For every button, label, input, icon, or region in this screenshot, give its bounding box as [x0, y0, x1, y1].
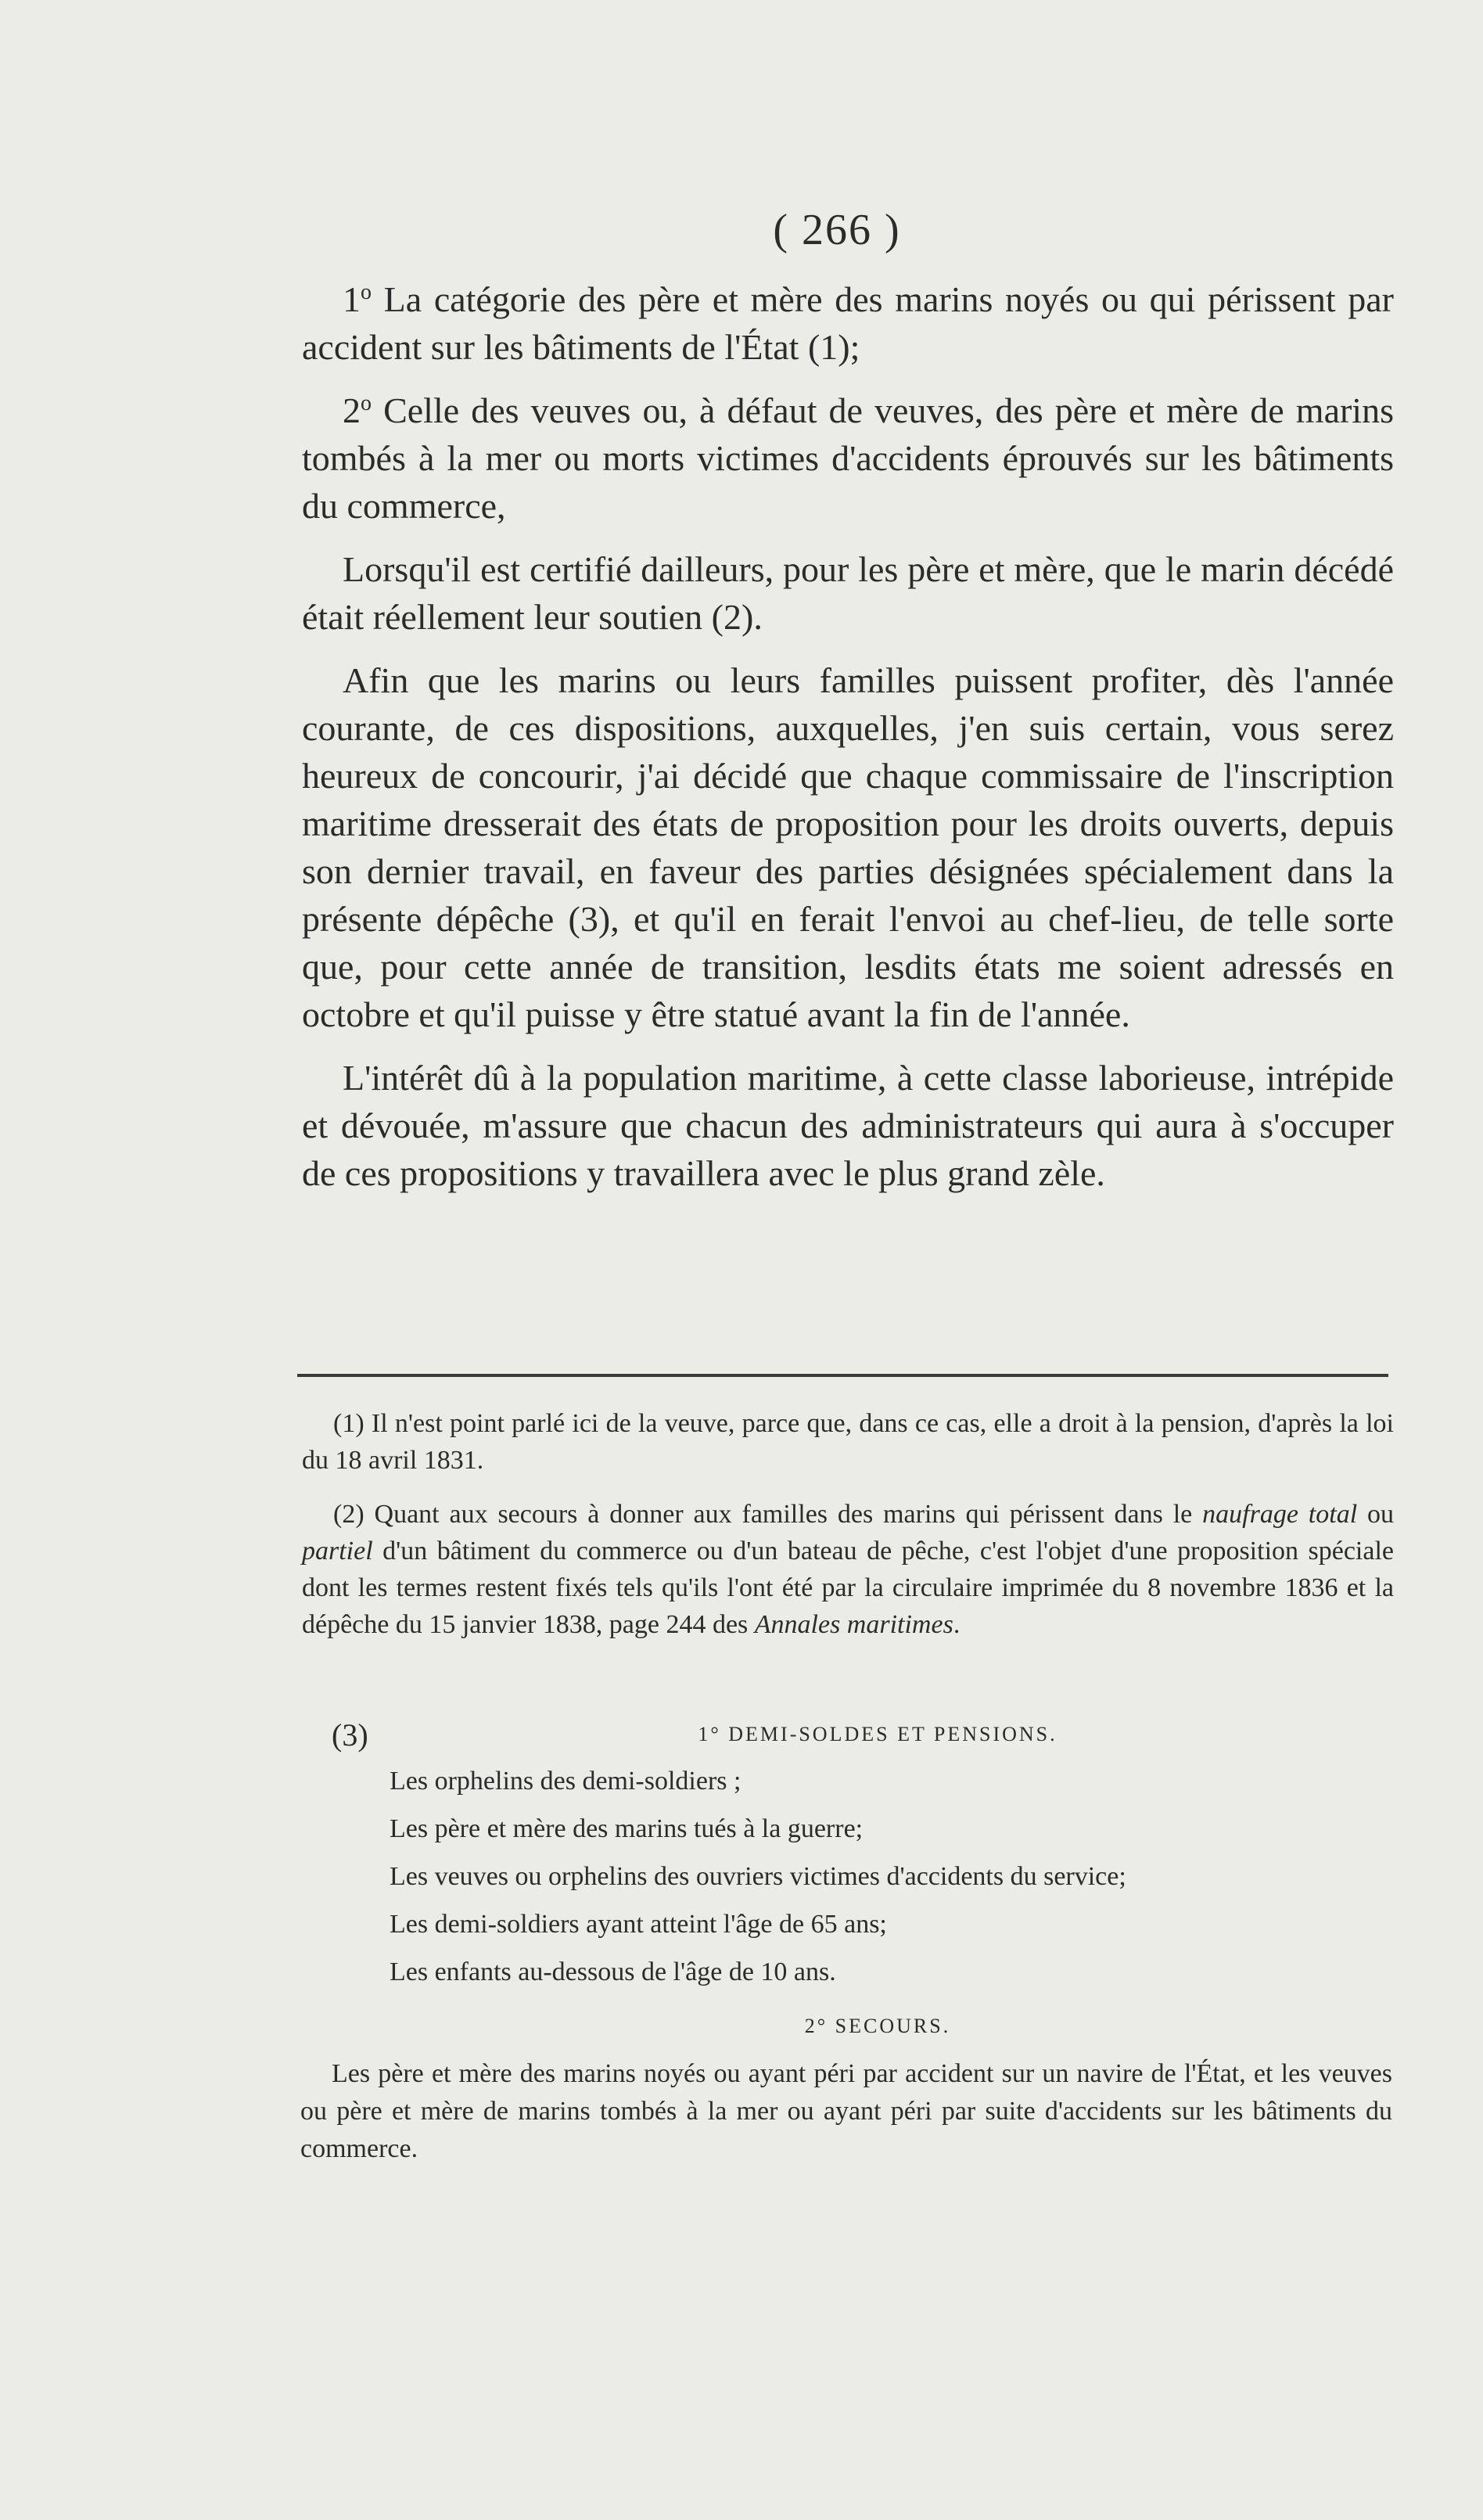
footnotes: [302, 1405, 1394, 1660]
paragraph-3: Lorsqu'il est certifié dailleurs, pour les père et mère, que le marin décédé était réellement leur soutien (2).: [302, 549, 1394, 637]
paragraph-2-number: 2: [343, 390, 361, 430]
footnote-3-list: [332, 1757, 1392, 1996]
list-item: Les orphelins des demi-soldiers ;: [390, 1767, 742, 1796]
paragraph-1-text: La catégorie des père et mère des marins noyés ou qui périssent par accident sur les bâtiments de l'État (1);: [302, 279, 1394, 367]
paragraph-5: L'intérêt dû à la population maritime, à cette classe laborieuse, intrépide et dévouée, m'assure que chacun des administrateurs qui aura à s'occuper de ces propositions y travaillera avec le plus grand zèle.: [302, 1058, 1394, 1193]
footnote-divider: [297, 1374, 1388, 1377]
footnote-2: [302, 1496, 1394, 1643]
footnote-2-part-b: ou: [1357, 1500, 1395, 1529]
main-text: [302, 275, 1394, 1197]
footnote-3-marker: (3): [332, 1717, 368, 1752]
list-item: Les demi-soldiers ayant atteint l'âge de 65 ans;: [390, 1910, 887, 1939]
footnote-2-part-c: d'un bâtiment du commerce ou d'un bateau de pêche, c'est l'objet d'une proposition spéciale dont les termes restent fixés tels qu'ils l'ont été par la circulaire imprimée du 8 novembre 1836 et la dépêche du 15 janvier 1838, page 244 des: [302, 1537, 1394, 1639]
list-item: Les enfants au-dessous de l'âge de 10 ans.: [390, 1957, 836, 1986]
list-item: Les père et mère des marins tués à la guerre;: [390, 1814, 864, 1843]
page-number: ( 266 ): [773, 206, 901, 254]
paragraph-1-sup: o: [361, 280, 372, 304]
paragraph-1: [302, 275, 1394, 371]
footnote-3-secours-text: Les père et mère des marins noyés ou ayant péri par accident sur un navire de l'État, et les veuves ou père et mère de marins tombés à la mer ou ayant péri par suite d'accidents sur les bâtiments du commerce.: [300, 2059, 1392, 2163]
footnote-3: [300, 1717, 1392, 2168]
footnote-1: (1) Il n'est point parlé ici de la veuve, parce que, dans ce cas, elle a droit à la pension, d'après la loi du 18 avril 1831.: [302, 1409, 1394, 1475]
paragraph-4: Afin que les marins ou leurs familles puissent profiter, dès l'année courante, de ces dispositions, auxquelles, j'en suis certain, vous serez heureux de concourir, j'ai décidé que chaque commissaire de l'inscription maritime dresserait des états de proposition pour les droits ouverts, depuis son dernier travail, en faveur des parties désignées spécialement dans la présente dépêche (3), et qu'il en ferait l'envoi au chef-lieu, de telle sorte que, pour cette année de transition, lesdits états me soient adressés en octobre et qu'il puisse y être statué avant la fin de l'année.: [302, 660, 1394, 1034]
footnote-2-part-a: (2) Quant aux secours à donner aux familles des marins qui périssent dans le: [333, 1500, 1203, 1529]
footnote-2-part-d: .: [953, 1610, 961, 1639]
paragraph-2-text: Celle des veuves ou, à défaut de veuves, des père et mère de marins tombés à la mer ou morts victimes d'accidents éprouvés sur les bâtiments du commerce,: [302, 390, 1394, 526]
footnote-2-italic-3: Annales maritimes: [754, 1610, 953, 1639]
footnote-2-italic-1: naufrage total: [1202, 1500, 1358, 1529]
list-item: Les veuves ou orphelins des ouvriers victimes d'accidents du service;: [390, 1862, 1126, 1891]
footnote-3-heading-2: 2° SECOURS.: [804, 2015, 951, 2037]
paragraph-1-number: 1: [343, 279, 361, 319]
paragraph-2-sup: o: [361, 391, 372, 415]
footnote-2-italic-2: partiel: [302, 1537, 373, 1566]
paragraph-2: [302, 386, 1394, 530]
footnote-3-heading-1: 1° DEMI-SOLDES ET PENSIONS.: [698, 1723, 1057, 1745]
